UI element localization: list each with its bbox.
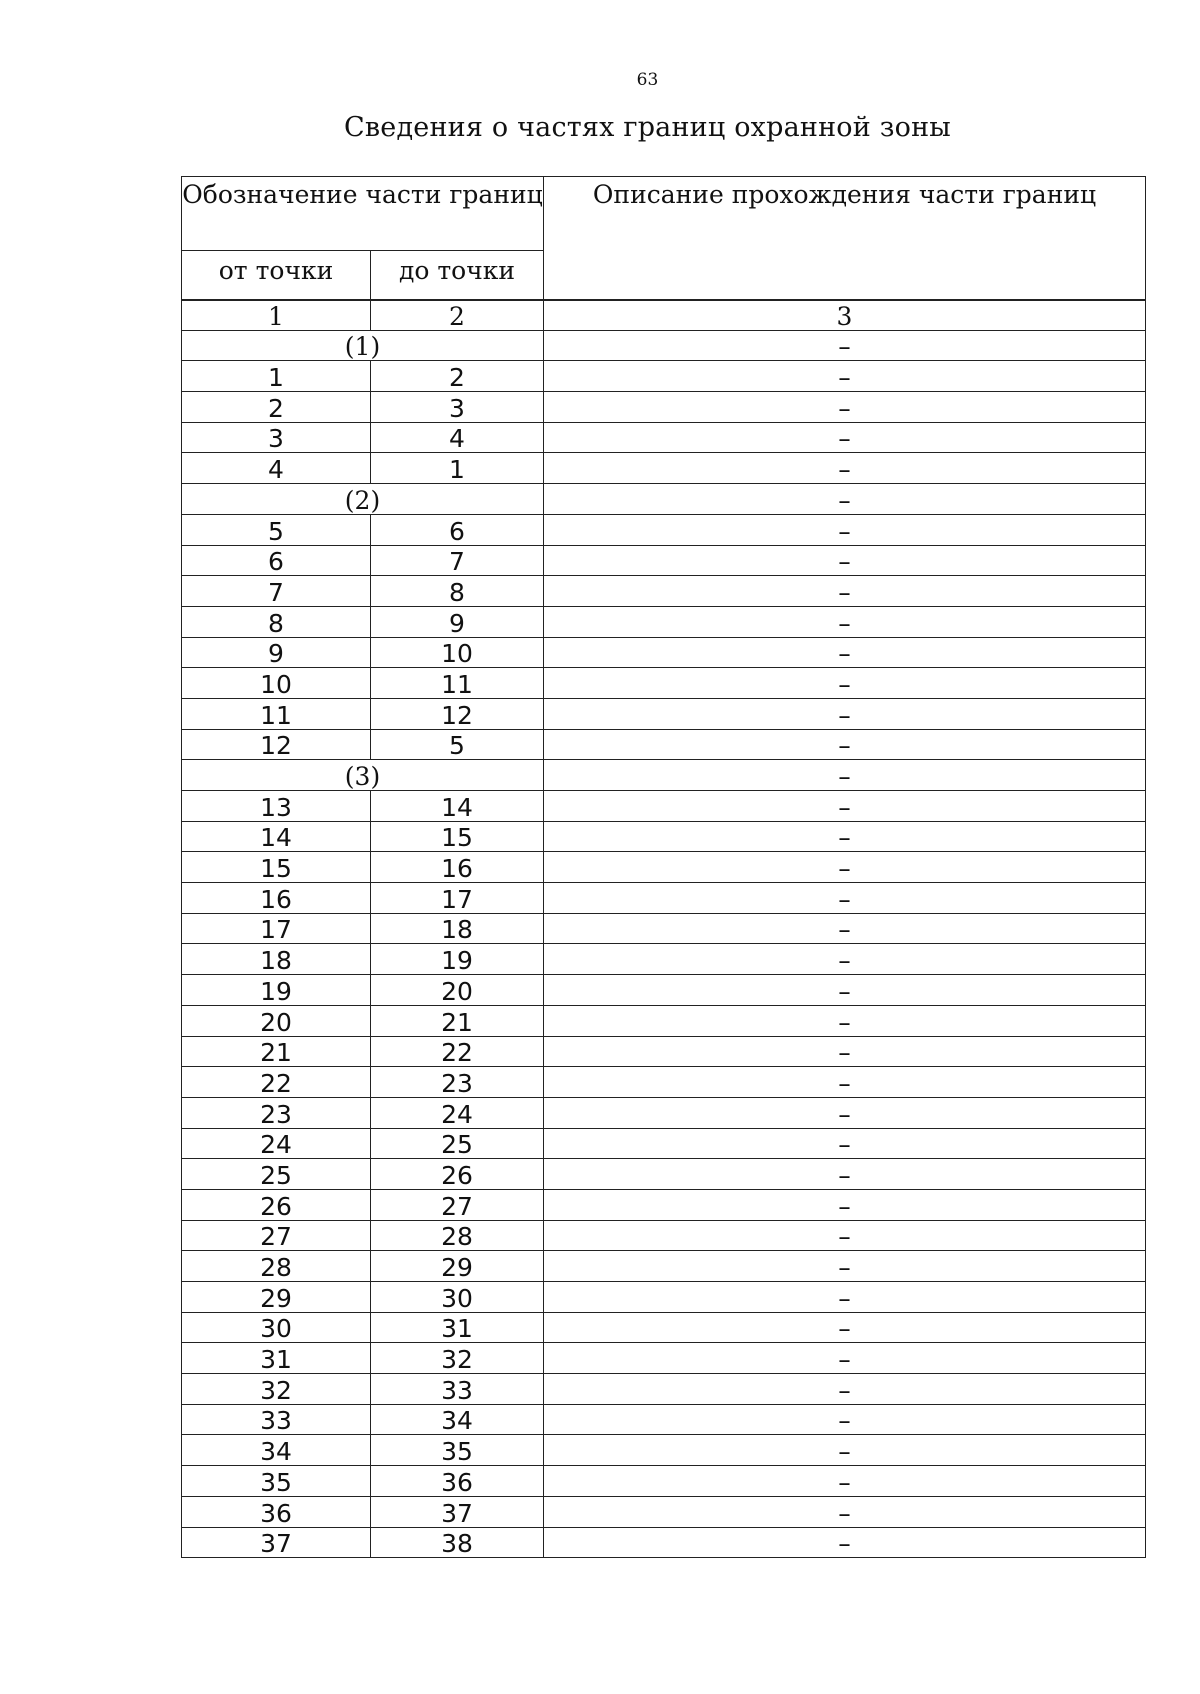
to-point-cell: 16 [371,852,544,883]
description-cell: – [544,1404,1146,1435]
to-point-cell: 19 [371,944,544,975]
to-point-cell: 23 [371,1067,544,1098]
from-point-cell: 20 [182,1005,371,1036]
group-row [182,330,1146,361]
description-cell: – [544,1343,1146,1374]
to-point-cell: 30 [371,1282,544,1313]
table-row [182,913,1146,944]
from-point-cell: 33 [182,1404,371,1435]
description-cell: – [544,698,1146,729]
from-point-cell: 17 [182,913,371,944]
from-point-cell: 8 [182,606,371,637]
to-point-cell: 20 [371,975,544,1006]
to-point-cell: 26 [371,1159,544,1190]
description-cell: – [544,545,1146,576]
to-point-cell: 24 [371,1097,544,1128]
group-row [182,484,1146,515]
to-point-cell: 36 [371,1466,544,1497]
to-point-cell: 32 [371,1343,544,1374]
description-cell: – [544,1189,1146,1220]
description-cell: – [544,422,1146,453]
from-point-cell: 16 [182,883,371,914]
table-row [182,1159,1146,1190]
header-from-point: от точки [182,251,371,301]
from-point-cell: 14 [182,821,371,852]
table-row [182,1435,1146,1466]
from-point-cell: 23 [182,1097,371,1128]
from-point-cell: 1 [182,361,371,392]
to-point-cell: 29 [371,1251,544,1282]
header-to-point: до точки [371,251,544,301]
to-point-cell: 18 [371,913,544,944]
table-row [182,852,1146,883]
table-row [182,975,1146,1006]
table-row [182,1343,1146,1374]
group-label: (1) [182,330,544,361]
from-point-cell: 34 [182,1435,371,1466]
to-point-cell: 3 [371,392,544,423]
description-cell: – [544,1527,1146,1558]
to-point-cell: 35 [371,1435,544,1466]
description-cell: – [544,1005,1146,1036]
from-point-cell: 28 [182,1251,371,1282]
description-cell: – [544,453,1146,484]
document-title: Сведения о частях границ охранной зоны [344,112,951,143]
table-row [182,1189,1146,1220]
from-point-cell: 15 [182,852,371,883]
from-point-cell: 9 [182,637,371,668]
to-point-cell: 38 [371,1527,544,1558]
from-point-cell: 4 [182,453,371,484]
table-row [182,1097,1146,1128]
to-point-cell: 21 [371,1005,544,1036]
to-point-cell: 31 [371,1312,544,1343]
from-point-cell: 7 [182,576,371,607]
to-point-cell: 4 [371,422,544,453]
description-cell: – [544,576,1146,607]
to-point-cell: 1 [371,453,544,484]
table-row [182,821,1146,852]
description-cell: – [544,1282,1146,1313]
table-row [182,1374,1146,1405]
table-row [182,1404,1146,1435]
description-cell: – [544,668,1146,699]
table-row [182,606,1146,637]
from-point-cell: 24 [182,1128,371,1159]
from-point-cell: 22 [182,1067,371,1098]
description-cell: – [544,1220,1146,1251]
table-row [182,883,1146,914]
to-point-cell: 12 [371,698,544,729]
to-point-cell: 14 [371,791,544,822]
table-row [182,1220,1146,1251]
table-row [182,1128,1146,1159]
table-row [182,1067,1146,1098]
from-point-cell: 12 [182,729,371,760]
description-cell: – [544,1128,1146,1159]
table-row [182,668,1146,699]
from-point-cell: 31 [182,1343,371,1374]
table-row [182,1496,1146,1527]
to-point-cell: 37 [371,1496,544,1527]
table-row [182,1036,1146,1067]
to-point-cell: 6 [371,514,544,545]
group-label: (3) [182,760,544,791]
table-row [182,1312,1146,1343]
description-cell: – [544,392,1146,423]
to-point-cell: 28 [371,1220,544,1251]
table-row [182,545,1146,576]
header-boundary-description: Описание прохождения части границ [544,177,1146,301]
description-cell: – [544,606,1146,637]
description-cell: – [544,1067,1146,1098]
to-point-cell: 15 [371,821,544,852]
from-point-cell: 6 [182,545,371,576]
to-point-cell: 2 [371,361,544,392]
table-row [182,1282,1146,1313]
table-row [182,791,1146,822]
to-point-cell: 11 [371,668,544,699]
table-row [182,729,1146,760]
description-cell: – [544,1251,1146,1282]
description-cell: – [544,975,1146,1006]
from-point-cell: 19 [182,975,371,1006]
to-point-cell: 22 [371,1036,544,1067]
to-point-cell: 25 [371,1128,544,1159]
description-cell: – [544,791,1146,822]
from-point-cell: 21 [182,1036,371,1067]
table-row [182,1527,1146,1558]
to-point-cell: 33 [371,1374,544,1405]
to-point-cell: 27 [371,1189,544,1220]
table-row [182,422,1146,453]
to-point-cell: 10 [371,637,544,668]
column-number-2: 2 [371,300,544,331]
column-number-1: 1 [182,300,371,331]
table-row [182,514,1146,545]
to-point-cell: 9 [371,606,544,637]
group-label: (2) [182,484,544,515]
description-cell: – [544,484,1146,515]
page-number: 63 [636,70,659,90]
description-cell: – [544,883,1146,914]
description-cell: – [544,1097,1146,1128]
description-cell: – [544,1036,1146,1067]
from-point-cell: 37 [182,1527,371,1558]
column-number-row [182,300,1146,331]
to-point-cell: 7 [371,545,544,576]
to-point-cell: 34 [371,1404,544,1435]
description-cell: – [544,1312,1146,1343]
description-cell: – [544,1435,1146,1466]
from-point-cell: 11 [182,698,371,729]
table-row [182,1005,1146,1036]
description-cell: – [544,514,1146,545]
to-point-cell: 5 [371,729,544,760]
table-row [182,637,1146,668]
description-cell: – [544,913,1146,944]
from-point-cell: 29 [182,1282,371,1313]
from-point-cell: 25 [182,1159,371,1190]
from-point-cell: 13 [182,791,371,822]
table-row [182,453,1146,484]
description-cell: – [544,361,1146,392]
description-cell: – [544,1496,1146,1527]
boundary-parts-table [181,299,1146,1558]
from-point-cell: 26 [182,1189,371,1220]
table-header [181,176,1146,301]
from-point-cell: 10 [182,668,371,699]
from-point-cell: 27 [182,1220,371,1251]
description-cell: – [544,1159,1146,1190]
from-point-cell: 32 [182,1374,371,1405]
group-row [182,760,1146,791]
column-number-3: 3 [544,300,1146,331]
from-point-cell: 35 [182,1466,371,1497]
description-cell: – [544,1466,1146,1497]
from-point-cell: 36 [182,1496,371,1527]
description-cell: – [544,852,1146,883]
description-cell: – [544,760,1146,791]
header-boundary-designation: Обозначение части границ [182,177,544,251]
description-cell: – [544,637,1146,668]
description-cell: – [544,821,1146,852]
table-row [182,1251,1146,1282]
table-row [182,361,1146,392]
from-point-cell: 2 [182,392,371,423]
table-row [182,698,1146,729]
description-cell: – [544,729,1146,760]
to-point-cell: 17 [371,883,544,914]
table-row [182,944,1146,975]
to-point-cell: 8 [371,576,544,607]
from-point-cell: 30 [182,1312,371,1343]
from-point-cell: 3 [182,422,371,453]
table-body [182,300,1146,1558]
description-cell: – [544,1374,1146,1405]
table-row [182,392,1146,423]
from-point-cell: 5 [182,514,371,545]
description-cell: – [544,330,1146,361]
from-point-cell: 18 [182,944,371,975]
table-row [182,576,1146,607]
table-row [182,1466,1146,1497]
description-cell: – [544,944,1146,975]
